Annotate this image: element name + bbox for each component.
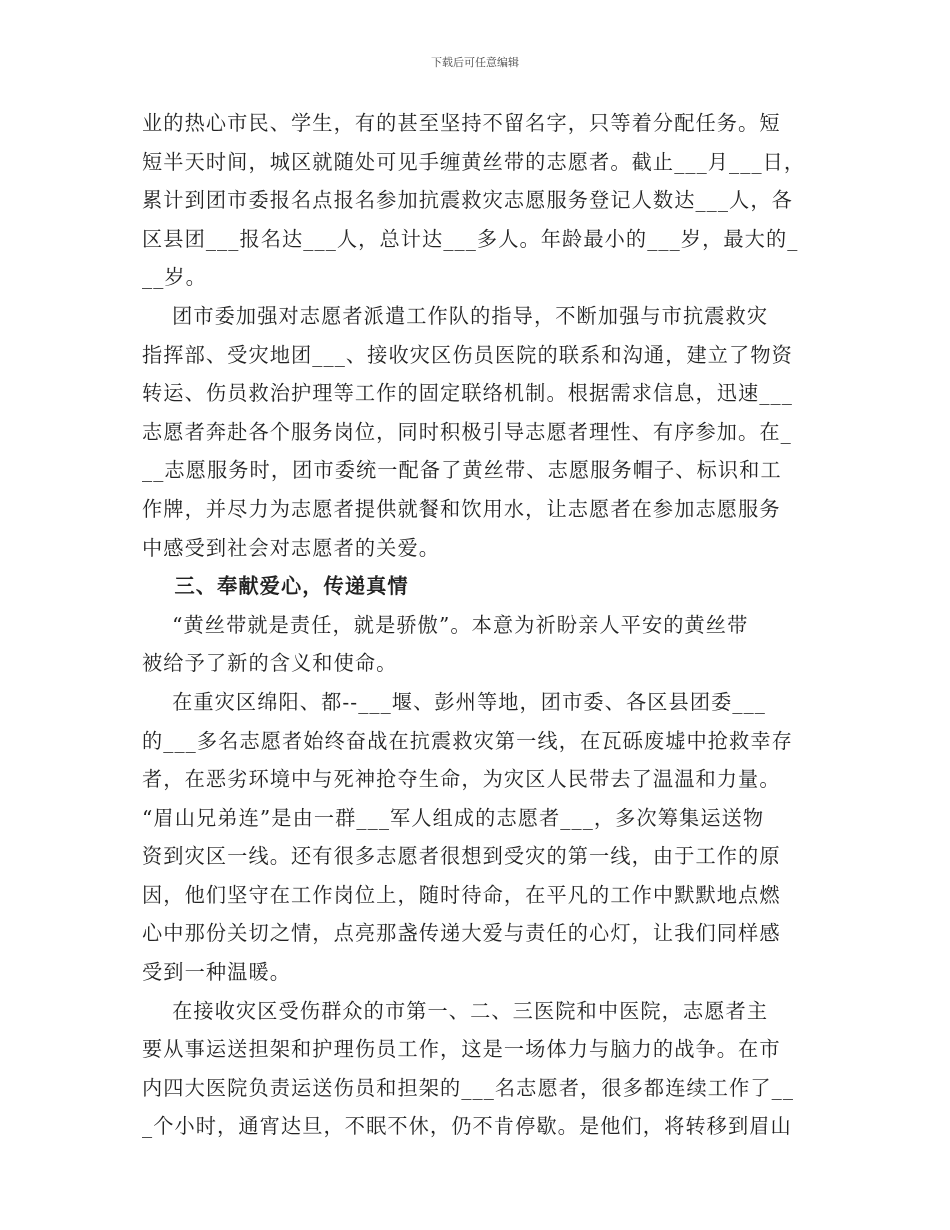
text-line: 志愿者奔赴各个服务岗位，同时积极引导志愿者理性、有序参加。在_ — [142, 419, 792, 444]
text-line: 心中那份关切之情，点亮那盏传递大爱与责任的心灯，让我们同样感 — [142, 921, 781, 946]
text-line: 受到一种温暖。 — [142, 960, 292, 985]
text-line: 要从事运送担架和护理伤员工作，这是一场体力与脑力的战争。在市 — [142, 1037, 781, 1062]
text-line: 区县团___报名达___人，总计达___多人。年龄最小的___岁，最大的_ — [142, 226, 799, 251]
text-line: “黄丝带就是责任，就是骄傲”。本意为祈盼亲人平安的黄丝带 — [142, 612, 749, 637]
text-line: “眉山兄弟连”是由一群___军人组成的志愿者___，多次筹集运送物 — [142, 805, 765, 830]
text-line: 资到灾区一线。还有很多志愿者很想到受灾的第一线，由于工作的原 — [142, 844, 781, 869]
text-line: 作牌，并尽力为志愿者提供就餐和饮用水，让志愿者在参加志愿服务 — [142, 496, 781, 521]
text-line: 短半天时间，城区就随处可见手缠黄丝带的志愿者。截止___月___日， — [142, 149, 806, 174]
document-body — [142, 104, 808, 1146]
page-header-note: 下载后可任意编辑 — [431, 56, 519, 69]
text-line: 中感受到社会对志愿者的关爱。 — [142, 535, 441, 560]
text-line: 在接收灾区受伤群众的市第一、二、三医院和中医院，志愿者主 — [142, 998, 769, 1023]
section-heading: 三、奉献爱心，传递真情 — [142, 574, 409, 599]
text-line: 因，他们坚守在工作岗位上，随时待命，在平凡的工作中默默地点燃 — [142, 882, 781, 907]
text-line: 累计到团市委报名点报名参加抗震救灾志愿服务登记人数达___人，各 — [142, 188, 793, 213]
text-line: _个小时，通宵达旦，不眠不休，仍不肯停歇。是他们，将转移到眉山 — [142, 1114, 792, 1139]
text-line: 在重灾区绵阳、都--___堰、彭州等地，团市委、各区县团委___ — [142, 689, 766, 714]
text-line: 业的热心市民、学生，有的甚至坚持不留名字，只等着分配任务。短 — [142, 111, 781, 135]
text-line: 指挥部、受灾地团___、接收灾区伤员医院的联系和沟通，建立了物资 — [142, 342, 793, 367]
text-line: 内四大医院负责运送伤员和担架的___名志愿者，很多都连续工作了__ — [142, 1075, 795, 1100]
text-line: __岁。 — [142, 265, 207, 290]
text-line: 团市委加强对志愿者派遣工作队的指导，不断加强与市抗震救灾 — [142, 303, 769, 328]
text-line: 者，在恶劣环境中与死神抢夺生命，为灾区人民带去了温温和力量。 — [142, 767, 781, 792]
text-line: __志愿服务时，团市委统一配备了黄丝带、志愿服务帽子、标识和工 — [142, 458, 782, 483]
text-line: 被给予了新的含义和使命。 — [142, 651, 398, 676]
text-line: 的___多名志愿者始终奋战在抗震救灾第一线，在瓦砾废墟中抢救幸存 — [142, 728, 793, 753]
text-line: 转运、伤员救治护理等工作的固定联络机制。根据需求信息，迅速___ — [142, 381, 793, 406]
